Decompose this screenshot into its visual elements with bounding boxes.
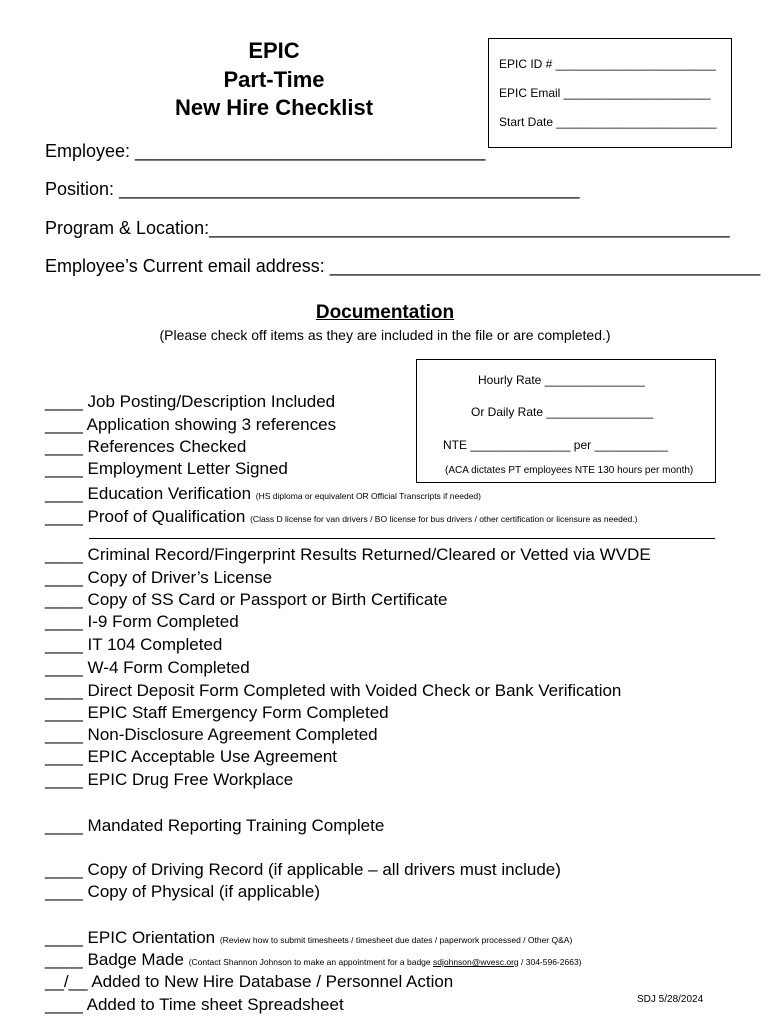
position-field[interactable]: Position: ______________________________________________ bbox=[45, 179, 580, 199]
epic-id-field[interactable]: EPIC ID # ________________________ bbox=[499, 57, 716, 71]
orientation-note: (Review how to submit timesheets / timesheet due dates / paperwork processed / Other Q&A) bbox=[219, 935, 573, 945]
program-location-field[interactable]: Program & Location:____________________________________________________ bbox=[45, 218, 730, 238]
item-references[interactable]: ____ References Checked bbox=[45, 437, 247, 456]
item-timesheet[interactable]: ____ Added to Time sheet Spreadsheet bbox=[45, 995, 344, 1014]
start-date-field[interactable]: Start Date ________________________ bbox=[499, 115, 717, 129]
item-w4[interactable]: ____ W-4 Form Completed bbox=[45, 658, 250, 677]
employee-field[interactable]: Employee: ___________________________________ bbox=[45, 141, 486, 161]
item-mandated-reporting[interactable]: ____ Mandated Reporting Training Complete bbox=[45, 816, 385, 835]
item-new-hire-database[interactable]: __/__ Added to New Hire Database / Personnel Action bbox=[45, 972, 454, 991]
badge-label: ____ Badge Made bbox=[45, 950, 184, 969]
item-ss-card[interactable]: ____ Copy of SS Card or Passport or Birth Certificate bbox=[45, 590, 448, 609]
item-qualification[interactable] bbox=[45, 507, 637, 527]
education-note: (HS diploma or equivalent OR Official Transcripts if needed) bbox=[255, 491, 481, 501]
item-application[interactable]: ____ Application showing 3 references bbox=[45, 415, 337, 434]
qualification-note: (Class D license for van drivers / BO license for bus drivers / other certification or licensure as needed.) bbox=[250, 514, 638, 524]
education-label: ____ Education Verification bbox=[45, 484, 252, 503]
daily-rate-field[interactable]: Or Daily Rate ________________ bbox=[471, 405, 654, 419]
item-drug-free[interactable]: ____ EPIC Drug Free Workplace bbox=[45, 770, 294, 789]
item-employment-letter[interactable]: ____ Employment Letter Signed bbox=[45, 459, 288, 478]
divider-line bbox=[89, 538, 715, 539]
item-driving-record[interactable]: ____ Copy of Driving Record (if applicable – all drivers must include) bbox=[45, 860, 561, 879]
item-job-posting[interactable]: ____ Job Posting/Description Included bbox=[45, 392, 336, 411]
item-emergency-form[interactable]: ____ EPIC Staff Emergency Form Completed bbox=[45, 703, 389, 722]
documentation-note: (Please check off items as they are included in the file or are completed.) bbox=[159, 327, 611, 343]
title-checklist: New Hire Checklist bbox=[174, 95, 374, 120]
badge-note-text: (Contact Shannon Johnson to make an appointment for a badge bbox=[188, 957, 433, 967]
badge-email-link[interactable]: sdjohnson@wvesc.org bbox=[433, 957, 519, 967]
item-i9[interactable]: ____ I-9 Form Completed bbox=[45, 612, 239, 631]
badge-phone-text: / 304-596-2663) bbox=[518, 957, 582, 967]
item-acceptable-use[interactable]: ____ EPIC Acceptable Use Agreement bbox=[45, 747, 338, 766]
documentation-heading: Documentation bbox=[315, 302, 455, 323]
current-email-field[interactable]: Employee’s Current email address: ___________________________________________ bbox=[45, 256, 761, 276]
item-physical[interactable]: ____ Copy of Physical (if applicable) bbox=[45, 882, 320, 901]
item-criminal-record[interactable]: ____ Criminal Record/Fingerprint Results Returned/Cleared or Vetted via WVDE bbox=[45, 545, 651, 564]
orientation-label: ____ EPIC Orientation bbox=[45, 928, 216, 947]
footer-initials-date: SDJ 5/28/2024 bbox=[637, 994, 704, 1005]
nte-field[interactable]: NTE _______________ per ___________ bbox=[443, 438, 668, 452]
item-badge[interactable] bbox=[45, 950, 582, 970]
qualification-label: ____ Proof of Qualification bbox=[45, 507, 246, 526]
item-orientation[interactable] bbox=[45, 928, 572, 948]
hourly-rate-field[interactable]: Hourly Rate _______________ bbox=[478, 373, 645, 387]
rate-box bbox=[416, 359, 716, 483]
item-nda[interactable]: ____ Non-Disclosure Agreement Completed bbox=[45, 725, 378, 744]
item-direct-deposit[interactable]: ____ Direct Deposit Form Completed with Voided Check or Bank Verification bbox=[45, 681, 622, 700]
epic-id-box bbox=[488, 38, 732, 148]
item-education[interactable] bbox=[45, 484, 481, 504]
title-epic: EPIC bbox=[248, 38, 300, 63]
item-it104[interactable]: ____ IT 104 Completed bbox=[45, 635, 223, 654]
title-part-time: Part-Time bbox=[223, 67, 325, 92]
aca-note: (ACA dictates PT employees NTE 130 hours per month) bbox=[445, 465, 694, 476]
badge-note bbox=[189, 957, 582, 967]
epic-email-field[interactable]: EPIC Email ______________________ bbox=[499, 86, 711, 100]
item-drivers-license[interactable]: ____ Copy of Driver’s License bbox=[45, 568, 273, 587]
